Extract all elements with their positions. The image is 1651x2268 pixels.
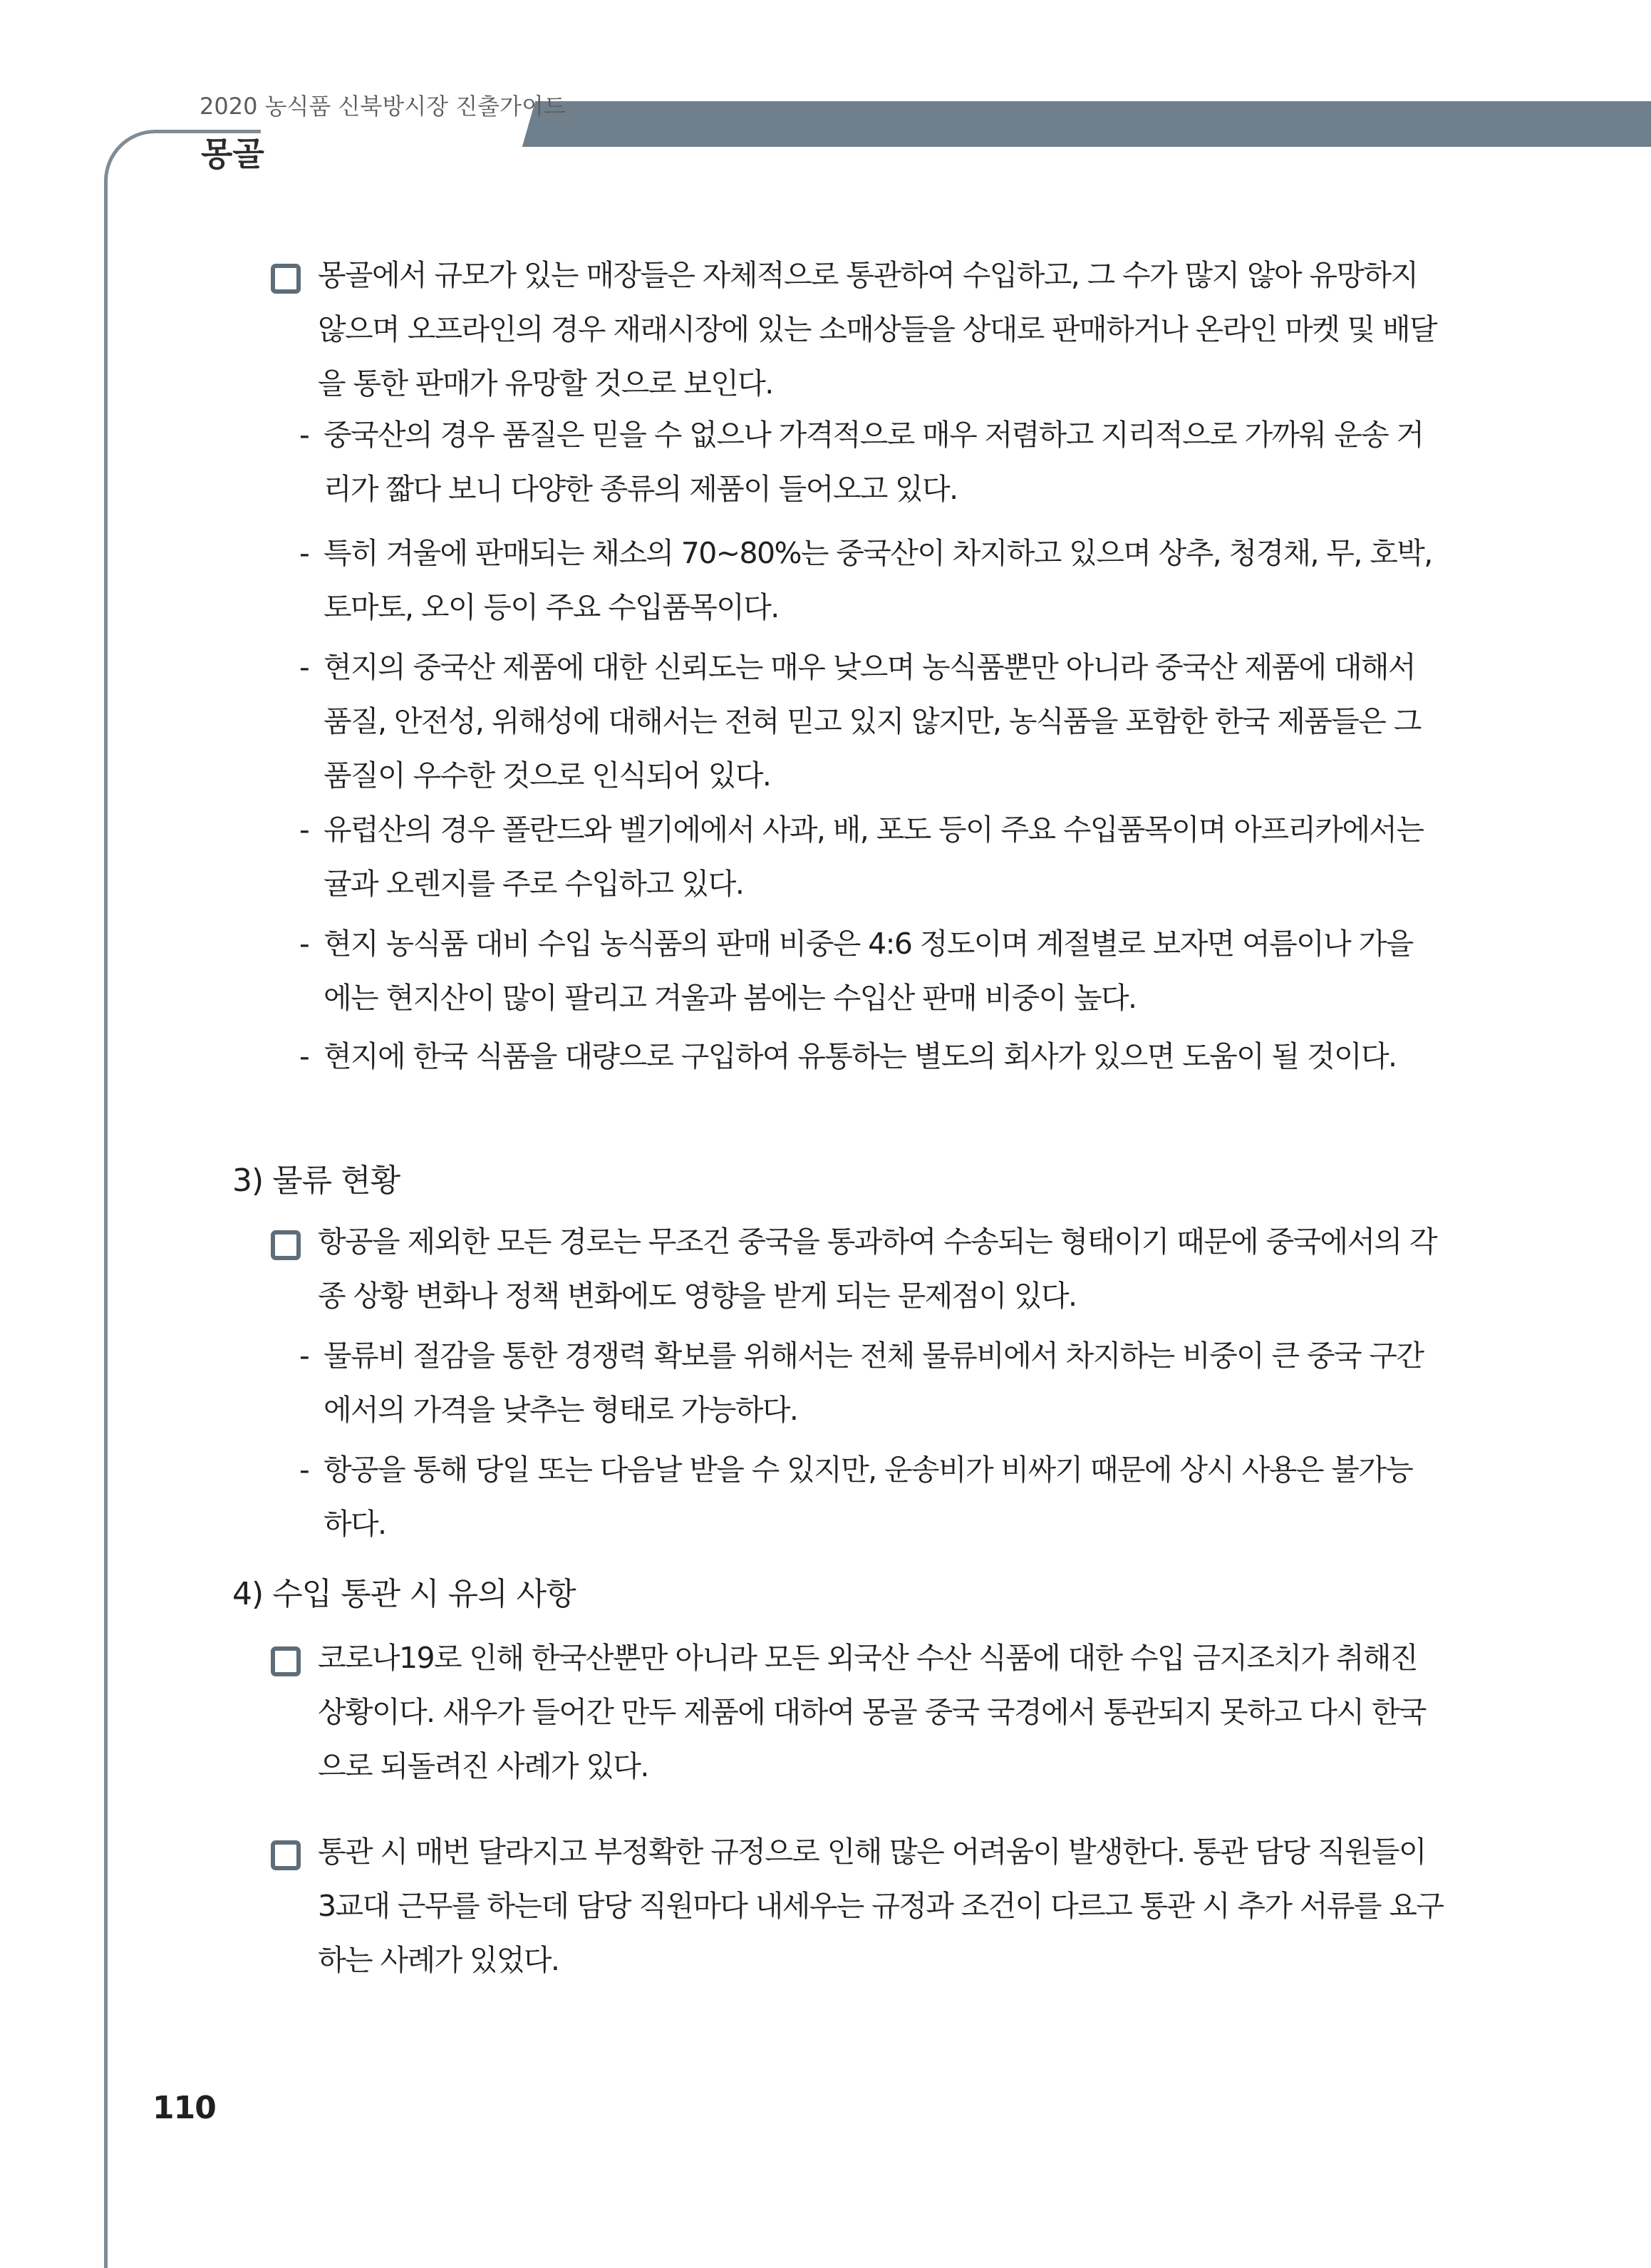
dash-text: 항공을 통해 당일 또는 다음날 받을 수 있지만, 운송비가 비싸기 때문에 상시 사용은 불가능하다. xyxy=(324,1453,1413,1541)
section-heading: 4) 수입 통관 시 유의 사항 xyxy=(232,1576,576,1612)
page-number: 110 xyxy=(152,2090,216,2126)
checkbox-square-icon xyxy=(271,1646,301,1676)
dash-item xyxy=(299,1443,1435,1551)
dash-item xyxy=(299,1329,1435,1437)
dash-text: 유럽산의 경우 폴란드와 벨기에에서 사과, 배, 포도 등이 주요 수입품목이며 아프리카에서는 귤과 오렌지를 주로 수입하고 있다. xyxy=(324,813,1424,901)
dash-mark: - xyxy=(299,418,309,452)
guide-title: 2020 농식품 신북방시장 진출가이드 xyxy=(200,93,566,120)
dash-mark: - xyxy=(299,536,309,570)
dash-mark: - xyxy=(299,1453,309,1487)
dash-mark: - xyxy=(299,650,309,684)
section-heading: 3) 물류 현황 xyxy=(232,1163,400,1199)
dash-text: 중국산의 경우 품질은 믿을 수 없으나 가격적으로 매우 저렴하고 지리적으로 가까워 운송 거리가 짧다 보니 다양한 종류의 제품이 들어오고 있다. xyxy=(324,418,1424,506)
dash-text: 현지의 중국산 제품에 대한 신뢰도는 매우 낮으며 농식품뿐만 아니라 중국산 제품에 대해서 품질, 안전성, 위해성에 대해서는 전혀 믿고 있지 않지만, 농식품을 포함한 한국 제품들은 그 품질이 우수한 것으로 인식되어 있다. xyxy=(324,650,1421,793)
dash-text: 현지에 한국 식품을 대량으로 구입하여 유통하는 별도의 회사가 있으면 도움이 될 것이다. xyxy=(324,1039,1397,1073)
bullet-text: 코로나19로 인해 한국산뿐만 아니라 모든 외국산 수산 식품에 대한 수입 금지조치가 취해진 상황이다. 새우가 들어간 만두 제품에 대하여 몽골 중국 국경에서 통관되지 못하고 다시 한국으로 되돌려진 사례가 있다. xyxy=(318,1641,1426,1783)
dash-mark: - xyxy=(299,927,309,961)
bullet-text: 통관 시 매번 달라지고 부정확한 규정으로 인해 많은 어려움이 발생한다. 통관 담당 직원들이 3교대 근무를 하는데 담당 직원마다 내세우는 규정과 조건이 다르고 통관 시 추가 서류를 요구하는 사례가 있었다. xyxy=(318,1835,1444,1977)
dash-mark: - xyxy=(299,1339,309,1373)
bullet-paragraph xyxy=(318,1631,1444,1793)
dash-item xyxy=(299,1029,1435,1083)
bullet-text: 몽골에서 규모가 있는 매장들은 자체적으로 통관하여 수입하고, 그 수가 많지 않아 유망하지 않으며 오프라인의 경우 재래시장에 있는 소매상들을 상대로 판매하거나 온라인 마켓 및 배달을 통한 판매가 유망할 것으로 보인다. xyxy=(318,258,1437,401)
dash-text: 물류비 절감을 통한 경쟁력 확보를 위해서는 전체 물류비에서 차지하는 비중이 큰 중국 구간에서의 가격을 낮추는 형태로 가능하다. xyxy=(324,1339,1424,1427)
dash-item xyxy=(299,408,1435,516)
checkbox-square-icon xyxy=(271,264,301,294)
dash-text: 특히 겨울에 판매되는 채소의 70~80%는 중국산이 차지하고 있으며 상추, 청경채, 무, 호박, 토마토, 오이 등이 주요 수입품목이다. xyxy=(324,536,1432,624)
dash-text: 현지 농식품 대비 수입 농식품의 판매 비중은 4:6 정도이며 계절별로 보자면 여름이나 가을에는 현지산이 많이 팔리고 겨울과 봄에는 수입산 판매 비중이 높다. xyxy=(324,927,1413,1015)
bullet-paragraph xyxy=(318,1215,1444,1323)
dash-item xyxy=(299,640,1435,803)
dash-item xyxy=(299,917,1435,1025)
country-title: 몽골 xyxy=(201,135,264,173)
bullet-paragraph xyxy=(318,248,1444,411)
bullet-text: 항공을 제외한 모든 경로는 무조건 중국을 통과하여 수송되는 형태이기 때문에 중국에서의 각종 상황 변화나 정책 변화에도 영향을 받게 되는 문제점이 있다. xyxy=(318,1225,1437,1313)
header-bar xyxy=(542,101,1651,147)
dash-item xyxy=(299,526,1435,634)
checkbox-square-icon xyxy=(271,1230,301,1260)
checkbox-square-icon xyxy=(271,1840,301,1870)
dash-mark: - xyxy=(299,813,309,847)
dash-mark: - xyxy=(299,1039,309,1073)
bullet-paragraph xyxy=(318,1825,1444,1987)
dash-item xyxy=(299,803,1435,911)
